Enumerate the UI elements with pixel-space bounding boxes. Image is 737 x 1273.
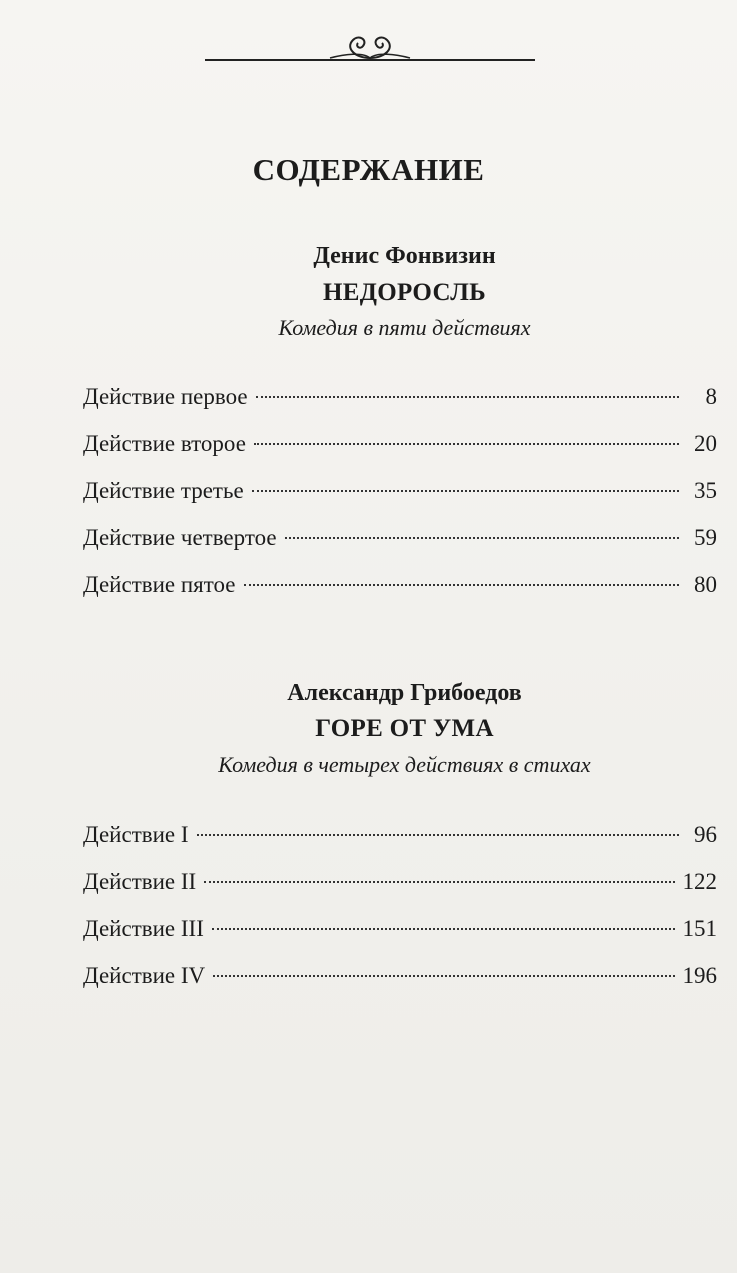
section-work-title: НЕДОРОСЛЬ: [323, 279, 486, 306]
dot-leader: [244, 584, 680, 586]
toc-entry[interactable]: [83, 858, 717, 905]
page-title: СОДЕРЖАНИЕ: [252, 152, 485, 187]
dot-leader: [213, 975, 674, 977]
decorative-ornament-icon: [205, 28, 535, 68]
toc-entry[interactable]: [83, 905, 717, 952]
entry-page-number: 151: [682, 916, 717, 941]
entry-label: Действие II: [83, 869, 197, 894]
entry-page-number: 59: [694, 525, 717, 550]
entry-label: Действие второе: [83, 431, 246, 456]
entry-label: Действие третье: [83, 478, 244, 503]
toc-entry[interactable]: [83, 561, 717, 608]
section-author: Александр Грибоедов: [287, 680, 522, 706]
toc-list: [83, 373, 717, 608]
entry-page-number: 8: [705, 384, 717, 409]
toc-entry[interactable]: [83, 514, 717, 561]
entry-page-number: 35: [694, 478, 717, 503]
section-work-title: ГОРЕ ОТ УМА: [315, 715, 494, 742]
toc-entry[interactable]: [83, 467, 717, 514]
section-subtitle: Комедия в четырех действиях в стихах: [218, 752, 591, 777]
dot-leader: [254, 443, 679, 445]
entry-label: Действие пятое: [83, 572, 236, 597]
entry-label: Действие первое: [83, 384, 248, 409]
dot-leader: [197, 834, 679, 836]
dot-leader: [212, 928, 675, 930]
entry-label: Действие I: [83, 822, 189, 847]
dot-leader: [204, 881, 674, 883]
toc-entry[interactable]: [83, 952, 717, 999]
toc-list: [83, 811, 717, 999]
entry-label: Действие IV: [83, 963, 206, 988]
entry-page-number: 96: [694, 822, 717, 847]
dot-leader: [252, 490, 679, 492]
entry-page-number: 196: [682, 963, 717, 988]
toc-entry[interactable]: [83, 420, 717, 467]
entry-label: Действие четвертое: [83, 525, 277, 550]
dot-leader: [256, 396, 679, 398]
section-author: Денис Фонвизин: [313, 243, 496, 269]
dot-leader: [285, 537, 679, 539]
entry-page-number: 122: [682, 869, 717, 894]
section-subtitle: Комедия в пяти действиях: [278, 315, 531, 340]
entry-page-number: 20: [694, 431, 717, 456]
toc-entry[interactable]: [83, 373, 717, 420]
toc-entry[interactable]: [83, 811, 717, 858]
entry-page-number: 80: [694, 572, 717, 597]
entry-label: Действие III: [83, 916, 204, 941]
